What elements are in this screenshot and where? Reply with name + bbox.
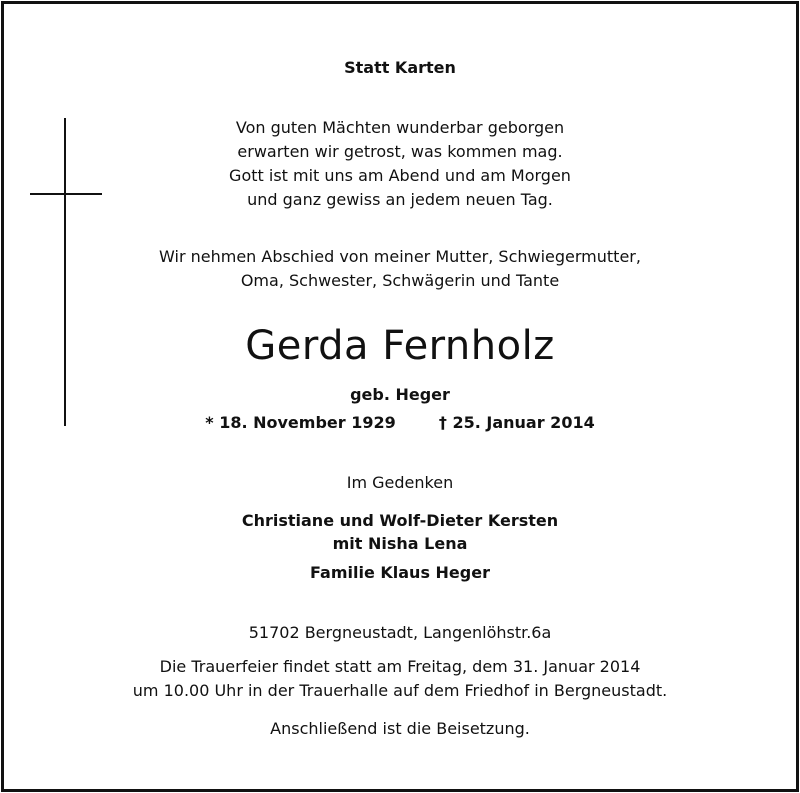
mourner-line-1: Christiane und Wolf-Dieter Kersten (241, 511, 559, 530)
address: 51702 Bergneustadt, Langenlöhstr.6a (248, 623, 552, 642)
burial-note: Anschließend ist die Beisetzung. (270, 719, 530, 738)
service-line-1: Die Trauerfeier findet statt am Freitag, dem 31. Januar 2014 (159, 657, 641, 676)
life-dates (0, 412, 800, 436)
farewell-line-1: Wir nehmen Abschied von meiner Mutter, Schwiegermutter, (159, 247, 641, 266)
poem-line-1: Von guten Mächten wunderbar geborgen (235, 118, 565, 137)
poem-line-2: erwarten wir getrost, was kommen mag. (237, 142, 563, 161)
poem-line-3: Gott ist mit uns am Abend und am Morgen (229, 166, 571, 185)
deceased-name: Gerda Fernholz (245, 323, 555, 369)
poem-line-4: und ganz gewiss an jedem neuen Tag. (247, 190, 553, 209)
mourner-line-3: Familie Klaus Heger (310, 563, 490, 582)
mourner-line-2: mit Nisha Lena (332, 534, 468, 553)
farewell-line-2: Oma, Schwester, Schwägerin und Tante (240, 271, 560, 290)
deceased-birth-name: geb. Heger (350, 385, 450, 404)
birth-date: * 18. November 1929 (205, 413, 396, 432)
death-date: † 25. Januar 2014 (438, 413, 595, 432)
service-line-2: um 10.00 Uhr in der Trauerhalle auf dem Friedhof in Bergneustadt. (132, 681, 668, 700)
remembrance-intro: Im Gedenken (346, 473, 454, 492)
header-title: Statt Karten (344, 58, 456, 77)
